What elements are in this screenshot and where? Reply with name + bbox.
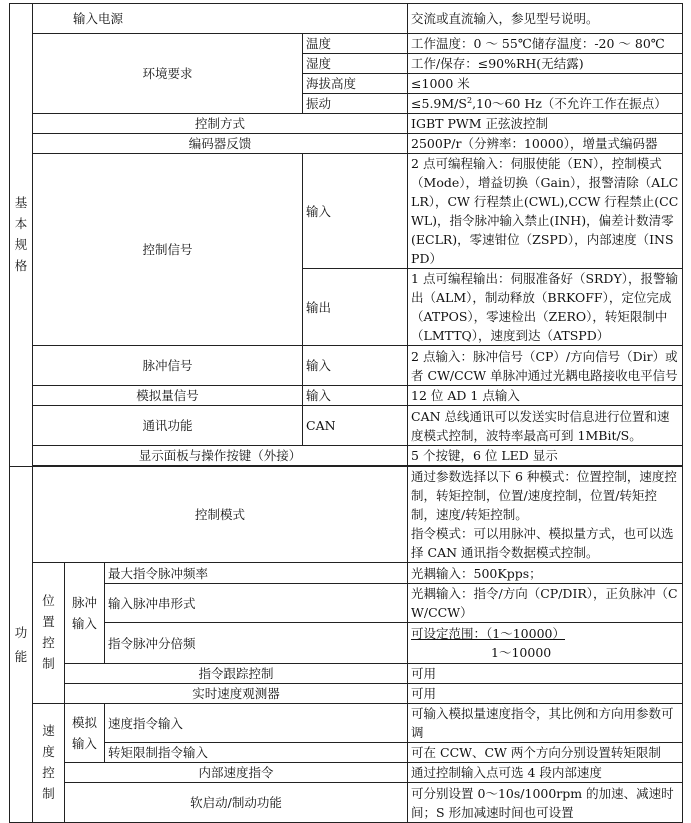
label-analog-input: 模拟输入 — [65, 704, 105, 763]
label-altitude: 海拔高度 — [303, 74, 408, 94]
label-control-mode: 控制模式 — [33, 467, 408, 563]
value-humidity: 工作/保存：≤90%RH(无结露) — [408, 54, 683, 74]
value-pulse-signal: 2 点输入：脉冲信号（CP）/方向信号（Dir）或者 CW/CCW 单脉冲通过光耦电路接收电平信号 — [408, 346, 683, 386]
value-cs-input: 2 点可编程输入：伺服使能（EN），控制模式（Mode），增益切换（Gain），报警清除（ALCLR），CW 行程禁止(CWL),CCW 行程禁止(CCWL)，指令脉冲输入禁止(INH)，偏差计数清零(ECLR)，零速钳位（ZSPD），内部速度（INSPD） — [408, 154, 683, 269]
label-control-signal: 控制信号 — [33, 154, 303, 346]
value-tracking: 可用 — [408, 664, 683, 684]
label-power: 输入电源 — [33, 4, 408, 34]
value-max-freq: 光耦输入：500Kpps； — [408, 563, 683, 584]
label-max-freq: 最大指令脉冲频率 — [105, 563, 408, 584]
section-basic: 基本规格 — [10, 4, 33, 467]
label-encoder: 编码器反馈 — [33, 134, 408, 154]
label-comm: 通讯功能 — [33, 406, 303, 446]
label-comm-sub: CAN — [303, 406, 408, 446]
value-temp: 工作温度：0 ～ 55℃储存温度：-20 ～ 80℃ — [408, 34, 683, 54]
value-encoder: 2500P/r（分辨率：10000），增量式编码器 — [408, 134, 683, 154]
label-vibration: 振动 — [303, 94, 408, 114]
label-panel: 显示面板与操作按键（外接） — [33, 446, 408, 466]
value-altitude: ≤1000 米 — [408, 74, 683, 94]
section-speed: 速度控制 — [33, 704, 65, 823]
label-humidity: 湿度 — [303, 54, 408, 74]
value-torque-limit: 可在 CCW、CW 两个方向分别设置转矩限制 — [408, 743, 683, 763]
value-soft-start: 可分别设置 0～10s/1000rpm 的加速、减速时间；S 形加减速时间也可设置 — [408, 783, 683, 823]
label-speed-cmd: 速度指令输入 — [105, 704, 408, 743]
value-power: 交流或直流输入，参见型号说明。 — [408, 4, 683, 34]
label-analog-signal: 模拟量信号 — [33, 386, 303, 406]
value-panel: 5 个按键，6 位 LED 显示 — [408, 446, 683, 466]
label-internal-speed: 内部速度指令 — [65, 763, 408, 783]
label-tracking: 指令跟踪控制 — [65, 664, 408, 684]
label-pulse-signal-sub: 输入 — [303, 346, 408, 386]
label-pulse-form: 输入脉冲串形式 — [105, 584, 408, 623]
label-pulse-signal: 脉冲信号 — [33, 346, 303, 386]
section-position: 位置控制 — [33, 563, 65, 704]
value-control-method: IGBT PWM 正弦波控制 — [408, 114, 683, 134]
label-observer: 实时速度观测器 — [65, 684, 408, 704]
value-vibration: $\le 5.9M/S^2,10\sim 60$ Hz（不允许工作在振点） — [408, 94, 683, 114]
label-cs-output: 输出 — [303, 269, 408, 346]
value-control-mode: 通过参数选择以下 6 种模式：位置控制，速度控制，转矩控制，位置/速度控制，位置/转矩控制，速度/转矩控制。 指令模式：可以用脉冲、模拟量方式，也可以选择 CAN 通讯指令数据模式控制。 — [408, 467, 683, 563]
spec-table — [9, 3, 683, 823]
label-cs-input: 输入 — [303, 154, 408, 269]
label-pulse-input: 脉冲输入 — [65, 563, 105, 664]
value-speed-cmd: 可输入模拟量速度指令，其比例和方向用参数可调 — [408, 704, 683, 743]
value-pulse-form: 光耦输入：指令/方向（CP/DIR），正负脉冲（CW/CCW） — [408, 584, 683, 623]
label-analog-signal-sub: 输入 — [303, 386, 408, 406]
value-comm: CAN 总线通讯可以发送实时信息进行位置和速度模式控制，波特率最高可到 1MBit/S。 — [408, 406, 683, 446]
label-env: 环境要求 — [33, 34, 303, 114]
value-analog-signal: 12 位 AD 1 点输入 — [408, 386, 683, 406]
label-torque-limit: 转矩限制指令输入 — [105, 743, 408, 763]
value-observer: 可用 — [408, 684, 683, 704]
label-soft-start: 软启动/制动功能 — [65, 783, 408, 823]
label-multiplier: 指令脉冲分倍频 — [105, 623, 408, 664]
value-multiplier: 可设定范围：（1～10000） 1～10000 — [408, 623, 683, 664]
label-control-method: 控制方式 — [33, 114, 408, 134]
label-temp: 温度 — [303, 34, 408, 54]
section-function: 功能 — [10, 467, 33, 823]
value-internal-speed: 通过控制输入点可选 4 段内部速度 — [408, 763, 683, 783]
value-cs-output: 1 点可编程输出：伺服准备好（SRDY），报警输出（ALM），制动释放（BRKOFF），定位完成（ATPOS），零速检出（ZERO），转矩限制中（LMTTQ），速度到达（ATSPD） — [408, 269, 683, 346]
